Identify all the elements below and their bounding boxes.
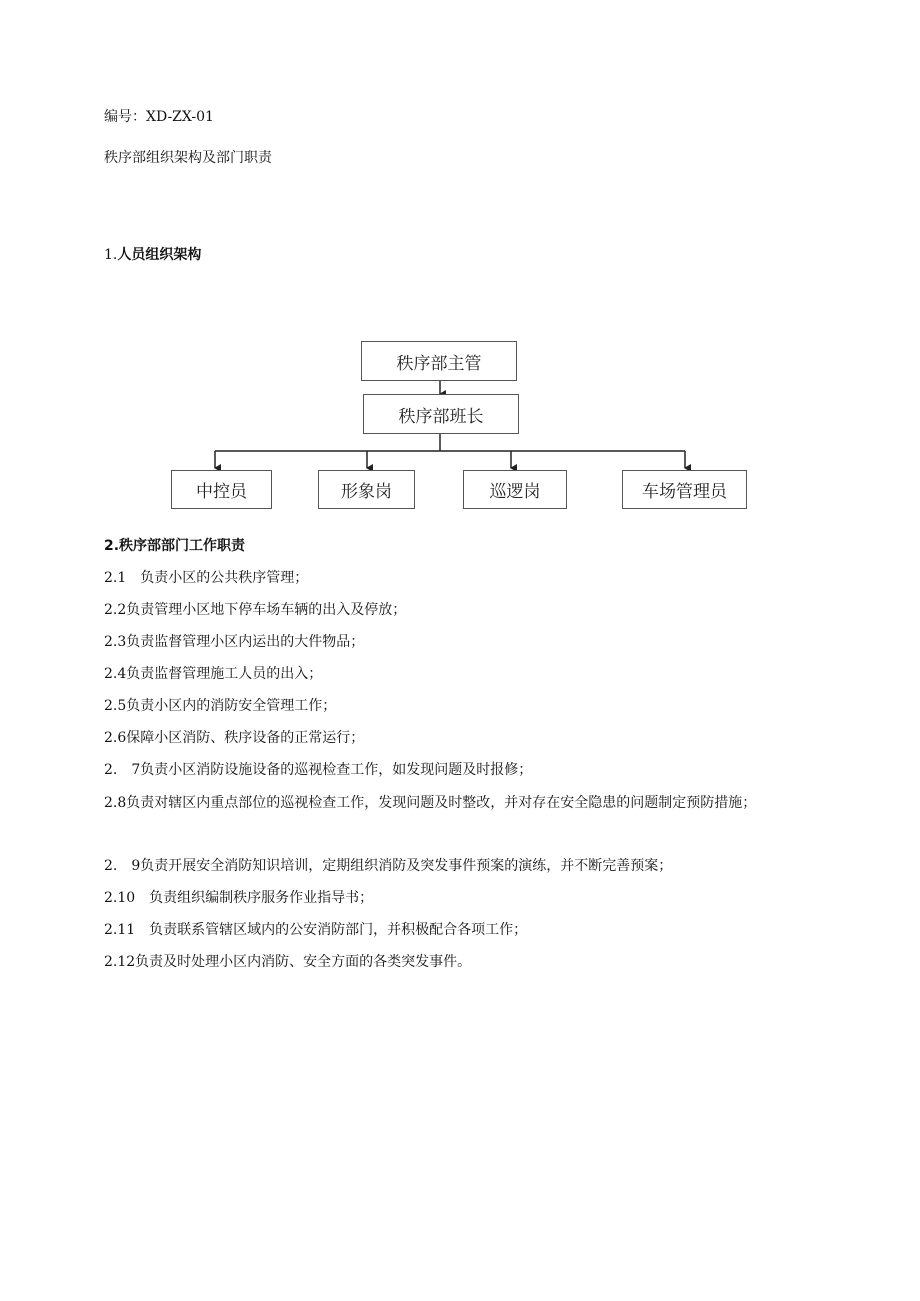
duty-item: 2.6保障小区消防、秩序设备的正常运行； <box>104 730 365 746</box>
org-box-patrol-post: 巡逻岗 <box>463 470 567 509</box>
section2-heading: 2.秩序部部门工作职责 <box>104 538 246 554</box>
duty-item: 2.3负责监督管理小区内运出的大件物品； <box>104 634 365 650</box>
duty-item: 2.4负责监督管理施工人员的出入； <box>104 666 323 682</box>
doc-number: 编号：XD-ZX-01 <box>104 109 214 125</box>
duty-item: 2.1 负责小区的公共秩序管理； <box>104 570 309 586</box>
duty-item: 2.8负责对辖区内重点部位的巡视检查工作，发现问题及时整改，并对存在安全隐患的问题制定预防措施； <box>104 795 757 811</box>
doc-title: 秩序部组织架构及部门职责 <box>104 150 272 166</box>
org-box-supervisor: 秩序部主管 <box>361 341 517 381</box>
org-box-team-leader: 秩序部班长 <box>363 394 519 434</box>
duty-item: 2. 7负责小区消防设施设备的巡视检查工作，如发现问题及时报修； <box>104 762 533 778</box>
section1-heading <box>104 245 201 265</box>
org-box-parking-manager: 车场管理员 <box>622 470 747 509</box>
duty-item: 2.5负责小区内的消防安全管理工作； <box>104 698 337 714</box>
org-box-image-post: 形象岗 <box>318 470 415 509</box>
section1-heading-text: 人员组织架构 <box>117 247 202 263</box>
duty-item: 2. 9负责开展安全消防知识培训，定期组织消防及突发事件预案的演练，并不断完善预案； <box>104 858 673 874</box>
duty-item: 2.12负责及时处理小区内消防、安全方面的各类突发事件。 <box>104 954 472 970</box>
org-box-control-room: 中控员 <box>171 470 272 509</box>
duty-item: 2.10 负责组织编制秩序服务作业指导书； <box>104 890 374 906</box>
section1-heading-number: 1. <box>104 247 118 263</box>
duty-item: 2.2负责管理小区地下停车场车辆的出入及停放； <box>104 602 407 618</box>
duty-item: 2.11 负责联系管辖区域内的公安消防部门，并积极配合各项工作； <box>104 922 528 938</box>
